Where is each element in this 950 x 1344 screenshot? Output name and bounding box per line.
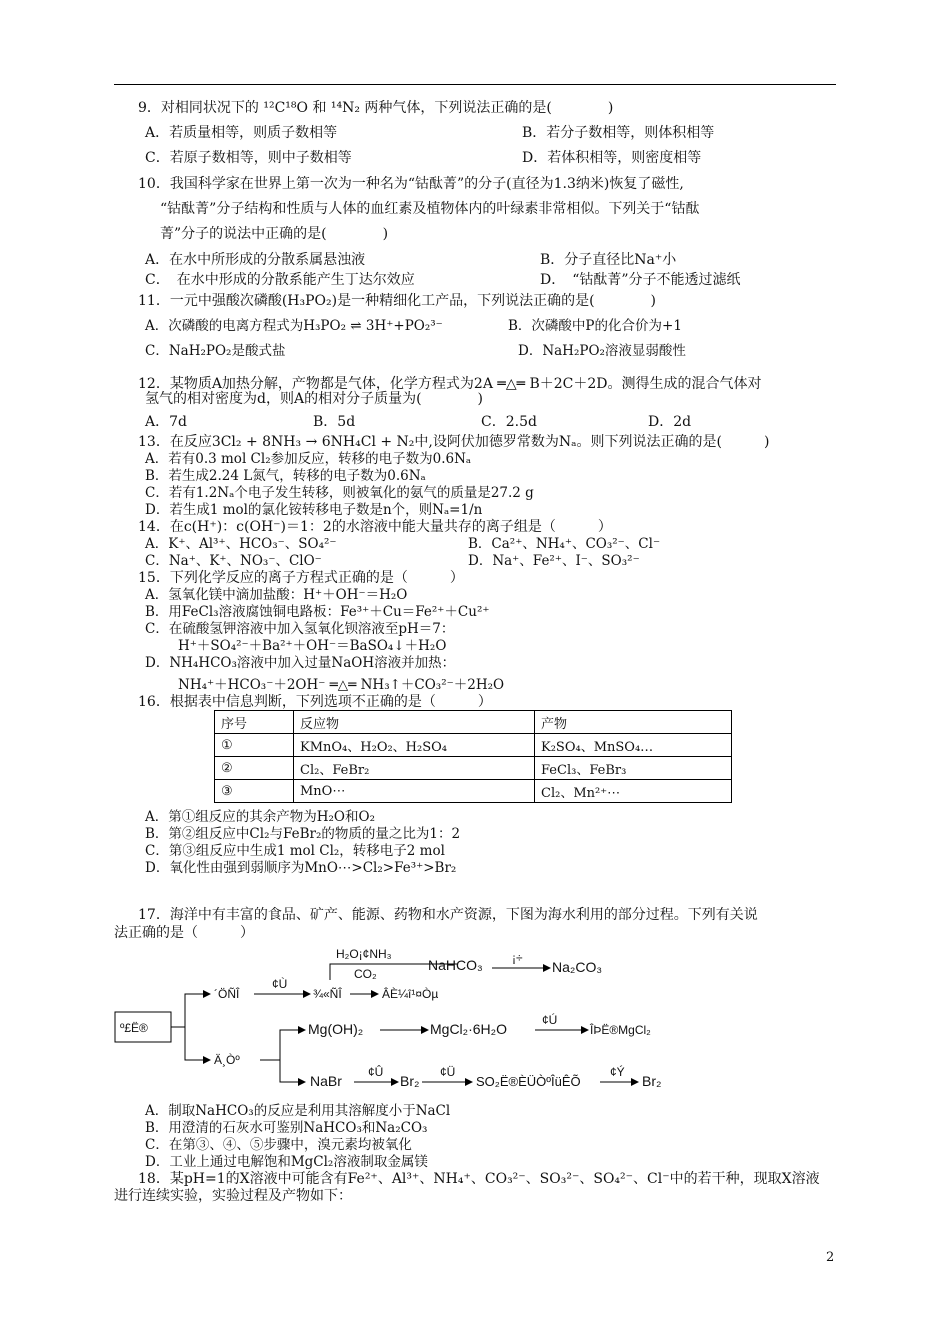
- q15-option-d-line1: D．NH₄HCO₃溶液中加入过量NaOH溶液并加热：: [145, 655, 456, 671]
- seawater-label: º£Ë®: [120, 1021, 148, 1035]
- q16-option-b: B．第②组反应中Cl₂与FeBr₂的物质的量之比为1：2: [145, 826, 461, 842]
- q10-option-c: C． 在水中形成的分散系能产生丁达尔效应: [145, 272, 415, 288]
- br2-first-label: Br₂: [400, 1073, 420, 1089]
- q9-stem: 9．对相同状况下的 ¹²C¹⁸O 和 ¹⁴N₂ 两种气体，下列说法正确的是( ): [138, 100, 614, 116]
- reagent-label: H₂O¡¢NH₃: [336, 947, 392, 961]
- q15-option-b: B．用FeCl₃溶液腐蚀铜电路板：Fe³⁺＋Cu＝Fe²⁺＋Cu²⁺: [145, 604, 490, 620]
- q14-option-a: A．K⁺、Al³⁺、HCO₃⁻、SO₄²⁻: [145, 536, 337, 552]
- q17-option-a: A．制取NaHCO₃的反应是利用其溶解度小于NaCl: [145, 1103, 451, 1119]
- q16-option-c: C．第③组反应中生成1 mol Cl₂，转移电子2 mol: [145, 843, 445, 859]
- seawater-process-diagram: [110, 940, 670, 1100]
- crude-salt-label: ´ÖÑÎ: [214, 987, 240, 1001]
- q15-option-a: A．氢氧化镁中滴加盐酸：H⁺＋OH⁻＝H₂O: [145, 587, 408, 603]
- q12-option-b: B．5d: [313, 414, 356, 430]
- anhydrous-mgcl2-label: ÎÞË®MgCl₂: [590, 1023, 651, 1037]
- q15-stem: 15．下列化学反应的离子方程式正确的是（ ）: [138, 570, 464, 586]
- q16-option-a: A．第①组反应的其余产物为H₂O和O₂: [145, 809, 375, 825]
- table-header-row: [215, 711, 732, 734]
- q10-option-a: A．在水中所形成的分散系属悬浊液: [145, 252, 366, 268]
- table-cell: Cl₂、Mn²⁺⋯: [535, 780, 732, 803]
- q15-option-c-line1: C．在硫酸氢钾溶液中加入氢氧化钡溶液至pH＝7：: [145, 621, 455, 637]
- refined-salt-label: ¾«ÑÎ: [313, 987, 342, 1001]
- q15-option-c-line2: H⁺＋SO₄²⁻＋Ba²⁺＋OH⁻＝BaSO₄↓＋H₂O: [178, 638, 447, 654]
- chlor-alkali-label: ÂÈ¼î¹¤Òµ: [382, 987, 439, 1001]
- table-row: [215, 780, 732, 803]
- q16-stem: 16．根据表中信息判断，下列选项不正确的是（ ）: [138, 694, 492, 710]
- q9-option-c: C．若原子数相等，则中子数相等: [145, 150, 352, 166]
- q14-option-d: D．Na⁺、Fe²⁺、I⁻、SO₃²⁻: [468, 553, 640, 569]
- q17-option-b: B．用澄清的石灰水可鉴别NaHCO₃和Na₂CO₃: [145, 1120, 428, 1136]
- heat-label: ¡÷: [512, 951, 523, 965]
- step3-label: ¢Û: [368, 1065, 384, 1079]
- q11-option-a: A．次磷酸的电离方程式为H₃PO₂ ⇌ 3H⁺+PO₂³⁻: [145, 318, 443, 334]
- table-cell: KMnO₄、H₂O₂、H₂SO₄: [294, 734, 535, 757]
- table-cell: FeCl₃、FeBr₃: [535, 757, 732, 780]
- step5-label: ¢Ý: [610, 1065, 625, 1079]
- q11-option-d: D．NaH₂PO₂溶液显弱酸性: [518, 343, 686, 359]
- so2-absorption-label: SO₂Ë®ÈÜÒºÎüÊÕ: [476, 1074, 581, 1089]
- q13-option-c: C．若有1.2Nₐ个电子发生转移，则被氧化的氨气的质量是27.2 g: [145, 485, 534, 501]
- table-header-cell: 产物: [535, 711, 732, 734]
- q12-option-d: D．2d: [648, 414, 692, 430]
- q9-option-a: A．若质量相等，则质子数相等: [145, 125, 338, 141]
- mother-liquor-label: Ä¸Òº: [214, 1053, 240, 1067]
- q9-option-b: B．若分子数相等，则体积相等: [522, 125, 715, 141]
- table-cell: Cl₂、FeBr₂: [294, 757, 535, 780]
- q12-stem-line2: 氢气的相对密度为d，则A的相对分子质量为( ): [145, 391, 483, 407]
- q18-stem-line2: 进行连续实验，实验过程及产物如下：: [114, 1188, 352, 1204]
- q10-stem-line3: 菁”分子的说法中正确的是( ): [160, 226, 389, 242]
- co2-label: CO₂: [354, 967, 377, 981]
- q11-option-c: C．NaH₂PO₂是酸式盐: [145, 343, 286, 359]
- nahco3-label: NaHCO₃: [428, 957, 483, 973]
- table-cell: ①: [215, 734, 294, 757]
- page-number: 2: [826, 1250, 835, 1265]
- q10-option-d: D． “钴酞菁”分子不能透过滤纸: [540, 272, 741, 288]
- table-cell: K₂SO₄、MnSO₄…: [535, 734, 732, 757]
- step1-label: ¢Ù: [272, 977, 288, 991]
- nabr-label: NaBr: [310, 1073, 342, 1089]
- table-row: [215, 734, 732, 757]
- q18-stem-line1: 18．某pH=1的X溶液中可能含有Fe²⁺、Al³⁺、NH₄⁺、CO₃²⁻、SO₃²⁻、SO₄²⁻、Cl⁻中的若干种，现取X溶液: [138, 1171, 820, 1187]
- header-rule: [114, 84, 836, 85]
- q12-option-a: A．7d: [145, 414, 187, 430]
- q17-option-c: C．在第③、④、⑤步骤中，溴元素均被氧化: [145, 1137, 412, 1153]
- table-cell: ③: [215, 780, 294, 803]
- table-row: [215, 757, 732, 780]
- q11-stem: 11．一元中强酸次磷酸(H₃PO₂)是一种精细化工产品，下列说法正确的是( ): [138, 293, 656, 309]
- table-header-cell: 反应物: [294, 711, 535, 734]
- q16-option-d: D．氧化性由强到弱顺序为MnO⋯>Cl₂>Fe³⁺>Br₂: [145, 860, 457, 876]
- q17-option-d: D．工业上通过电解饱和MgCl₂溶液制取金属镁: [145, 1154, 428, 1170]
- q17-stem-line2: 法正确的是（ ）: [114, 925, 254, 941]
- step4-label: ¢Ü: [440, 1065, 456, 1079]
- mgcl2-hydrate-label: MgCl₂·6H₂O: [430, 1021, 507, 1037]
- table-cell: MnO⋯: [294, 780, 535, 803]
- q9-option-d: D．若体积相等，则密度相等: [522, 150, 702, 166]
- q17-stem-line1: 17．海洋中有丰富的食品、矿产、能源、药物和水产资源，下图为海水利用的部分过程。下列有关说: [138, 907, 758, 923]
- q10-option-b: B．分子直径比Na⁺小: [540, 252, 677, 268]
- table-header-cell: 序号: [215, 711, 294, 734]
- br2-second-label: Br₂: [642, 1073, 662, 1089]
- q15-option-d-line2: NH₄⁺＋HCO₃⁻＋2OH⁻ ═△═ NH₃↑＋CO₃²⁻＋2H₂O: [178, 677, 505, 693]
- q14-option-b: B．Ca²⁺、NH₄⁺、CO₃²⁻、Cl⁻: [468, 536, 661, 552]
- na2co3-label: Na₂CO₃: [552, 959, 603, 975]
- q12-option-c: C．2.5d: [481, 414, 537, 430]
- step2-label: ¢Ú: [542, 1013, 558, 1027]
- q13-option-d: D．若生成1 mol的氯化铵转移电子数是n个，则Nₐ=1/n: [145, 502, 483, 518]
- q16-table: [214, 710, 732, 803]
- q11-option-b: B．次磷酸中P的化合价为+1: [508, 318, 682, 334]
- q10-stem-line1: 10．我国科学家在世界上第一次为一种名为“钴酞菁”的分子(直径为1.3纳米)恢复了磁性,: [138, 176, 684, 192]
- q13-option-a: A．若有0.3 mol Cl₂参加反应，转移的电子数为0.6Nₐ: [145, 451, 472, 467]
- q12-stem-line1: 12．某物质A加热分解，产物都是气体，化学方程式为2A ═△═ B＋2C＋2D。测得生成的混合气体对: [138, 376, 762, 392]
- q13-stem: 13．在反应3Cl₂ + 8NH₃ → 6NH₄Cl + N₂中,设阿伏加德罗常数为Nₐ。则下列说法正确的是( ): [138, 434, 770, 450]
- table-cell: ②: [215, 757, 294, 780]
- q10-stem-line2: “钴酞菁”分子结构和性质与人体的血红素及植物体内的叶绿素非常相似。下列关于“钴酞: [160, 201, 700, 217]
- q13-option-b: B．若生成2.24 L氮气，转移的电子数为0.6Nₐ: [145, 468, 426, 484]
- mgoh2-label: Mg(OH)₂: [308, 1021, 364, 1037]
- q14-option-c: C．Na⁺、K⁺、NO₃⁻、ClO⁻: [145, 553, 322, 569]
- q14-stem: 14．在c(H⁺)：c(OH⁻)＝1：2的水溶液中能大量共存的离子组是（ ）: [138, 519, 612, 535]
